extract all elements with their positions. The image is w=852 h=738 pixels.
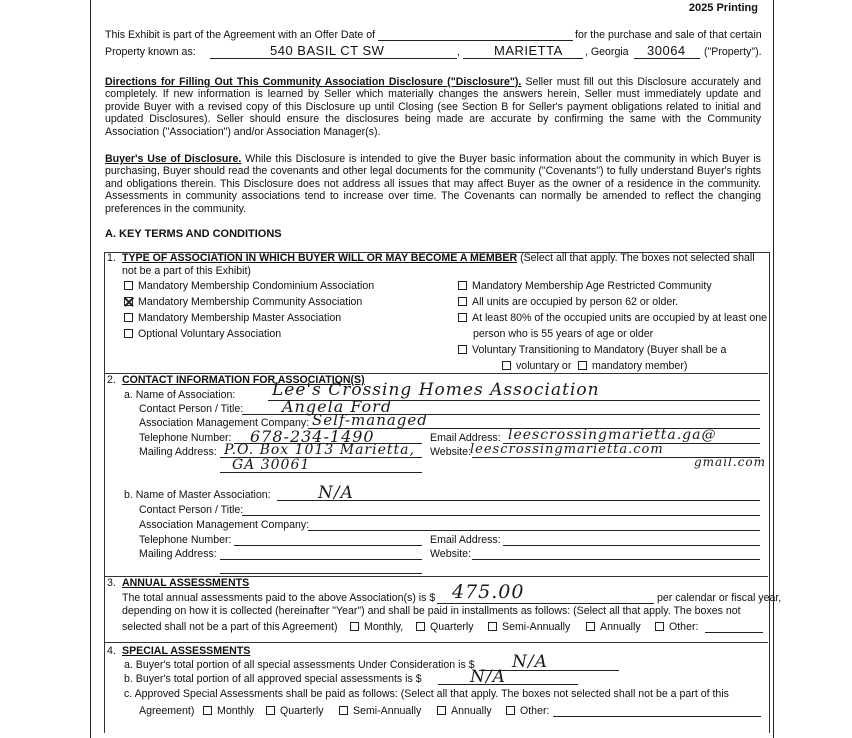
checkbox-special-other[interactable] bbox=[506, 706, 515, 715]
street-field-line bbox=[210, 58, 457, 59]
email-handwritten-cont: gmail.com bbox=[694, 455, 767, 469]
special-b-handwritten: N/A bbox=[470, 667, 506, 687]
website-handwritten: leescrossingmarietta.com bbox=[470, 442, 664, 457]
item1-note: not be a part of this Exhibit) bbox=[122, 265, 251, 277]
option-community-association[interactable]: Mandatory Membership Community Association bbox=[124, 296, 362, 309]
mailing-handwritten: P.O. Box 1013 Marietta, bbox=[224, 442, 415, 458]
mgmt-company-handwritten: Self-managed bbox=[312, 411, 428, 429]
intro-text-a: This Exhibit is part of the Agreement with an Offer Date of bbox=[105, 29, 376, 41]
option-age-restricted[interactable]: Mandatory Membership Age Restricted Community bbox=[458, 280, 712, 293]
item1-heading: TYPE OF ASSOCIATION IN WHICH BUYER WILL OR MAY BECOME A MEMBER (Select all that apply. The boxes not selected shall bbox=[122, 252, 755, 264]
special-under-consideration: a. Buyer's total portion of all special assessments Under Consideration is $ bbox=[124, 659, 475, 671]
buyers-use-paragraph: Buyer's Use of Disclosure. While this Disclosure is intended to give the Buyer basic information about the community in which Buyer is purchasing, Buyer should read the covenants and other legal documents for the community ("Covenants") to fully understand Buyer's rights and obligations therein. This Disclosure does not address all issues that may affect Buyer as the owner of a residence in the community. Assessments in community associations tend to increase over time. The Covenants can normally be amended to reflect the changing preferences in the community. bbox=[105, 153, 761, 215]
item3-text-d: selected shall not be a part of this Agreement) bbox=[122, 621, 338, 633]
item3-text-c: depending on how it is collected (hereinafter "Year") and shall be paid in installments as follows: (Select all that apply. The boxes not bbox=[122, 605, 741, 617]
option-transitioning[interactable]: Voluntary Transitioning to Mandatory (Buyer shall be a bbox=[458, 344, 726, 357]
special-option-quarterly[interactable]: Quarterly bbox=[266, 705, 324, 718]
city-field-line bbox=[463, 58, 583, 59]
master-mailing-field-2[interactable] bbox=[220, 573, 422, 574]
master-mailing-label: Mailing Address: bbox=[139, 548, 217, 560]
master-phone-field[interactable] bbox=[234, 545, 422, 546]
special-paid-as: c. Approved Special Assessments shall be paid as follows: (Select all that apply. The boxes not selected shall not be a part of this bbox=[124, 688, 729, 700]
master-mgmt-label: Association Management Company: bbox=[139, 519, 310, 531]
checkbox-community-checked[interactable] bbox=[124, 297, 133, 306]
item4-number: 4. bbox=[107, 645, 116, 657]
option-condo-association[interactable]: Mandatory Membership Condominium Association bbox=[124, 280, 374, 293]
checkbox-special-monthly[interactable] bbox=[203, 706, 212, 715]
checkbox-annual-annually[interactable] bbox=[586, 622, 595, 631]
annual-option-annually[interactable]: Annually bbox=[586, 621, 641, 634]
special-agreement-label: Agreement) bbox=[139, 705, 195, 717]
checkbox-80-percent[interactable] bbox=[458, 313, 467, 322]
phone-handwritten: 678-234-1490 bbox=[250, 427, 375, 446]
option-voluntary-member[interactable]: voluntary or bbox=[502, 360, 571, 373]
special-a-handwritten: N/A bbox=[512, 652, 548, 672]
state-label: , Georgia bbox=[585, 46, 629, 58]
section-a-title: A. KEY TERMS AND CONDITIONS bbox=[105, 228, 282, 240]
property-label: Property known as: bbox=[105, 46, 196, 58]
annual-other-field[interactable] bbox=[705, 632, 763, 633]
master-phone-label: Telephone Number: bbox=[139, 534, 232, 546]
city-value[interactable]: MARIETTA bbox=[494, 43, 563, 58]
offer-date-field[interactable] bbox=[378, 40, 573, 41]
phone-label: Telephone Number: bbox=[139, 432, 232, 444]
master-website-field[interactable] bbox=[472, 559, 760, 560]
annual-option-semi-annually[interactable]: Semi-Annually bbox=[488, 621, 570, 634]
checkbox-special-semi-annually[interactable] bbox=[339, 706, 348, 715]
checkbox-transitioning[interactable] bbox=[458, 345, 467, 354]
master-mgmt-field[interactable] bbox=[308, 530, 760, 531]
mailing-handwritten-2: GA 30061 bbox=[232, 457, 311, 473]
checkbox-voluntary-member[interactable] bbox=[502, 361, 511, 370]
master-email-field[interactable] bbox=[503, 545, 760, 546]
special-option-monthly[interactable]: Monthly bbox=[203, 705, 254, 718]
option-80-percent-cont: person who is 55 years of age or older bbox=[473, 328, 654, 340]
assoc-name-label: a. Name of Association: bbox=[124, 389, 236, 401]
street-value[interactable]: 540 BASIL CT SW bbox=[270, 43, 385, 58]
checkbox-62-or-older[interactable] bbox=[458, 297, 467, 306]
checkbox-annual-monthly[interactable] bbox=[350, 622, 359, 631]
item3-heading: ANNUAL ASSESSMENTS bbox=[122, 577, 250, 589]
annual-amount-field[interactable] bbox=[437, 603, 654, 604]
checkbox-condo[interactable] bbox=[124, 281, 133, 290]
checkbox-annual-quarterly[interactable] bbox=[416, 622, 425, 631]
checkbox-master[interactable] bbox=[124, 313, 133, 322]
contact-person-handwritten: Angela Ford bbox=[282, 397, 393, 416]
checkbox-annual-semi-annually[interactable] bbox=[488, 622, 497, 631]
master-mailing-field[interactable] bbox=[220, 559, 422, 560]
item3-text-b: per calendar or fiscal year, bbox=[657, 592, 782, 604]
property-suffix: ("Property"). bbox=[704, 46, 762, 58]
email-label: Email Address: bbox=[430, 432, 501, 444]
website-label: Website: bbox=[430, 446, 472, 458]
intro-text-b: for the purchase and sale of that certain bbox=[575, 29, 762, 41]
option-mandatory-member[interactable]: mandatory member) bbox=[578, 360, 687, 373]
document-page: 2025 Printing This Exhibit is part of the Agreement with an Offer Date of for the purchase and sale of that certain Property known as: 540 BASIL CT SW , MARIETTA , Georgia 30064 ("Property"). Directions for Filling Out This Community Association Disclosure ("Disclosure"). Seller must fill out this Disclosure accurately and completely. If new information is learned by Seller which materially changes the answers herein, Seller must immediately update and provide Buyer with a revised copy of this Disclosure up until Closing (see Section B for Seller's payment obligations related to initial and updated Disclosures). Seller should ensure the disclosures being made are accurate by confirming the same with the Community Association ("Association") and/or Association Manager(s). Buyer's Use of Disclosure. While this Disclosure is intended to give the Buyer basic information about the community in which Buyer is purchasing, Buyer should read the covenants and other legal documents for the community ("Covenants") to fully understand Buyer's rights and obligations therein. This Disclosure does not address all issues that may affect Buyer as the owner of a residence in the community. Assessments in community associations tend to increase over time. The Covenants can normally be amended to reflect the changing preferences in the community. A. KEY TERMS AND CONDITIONS 1. TYPE OF ASSOCIATION IN WHICH BUYER WILL OR MAY BECOME A MEMBER (Select all that apply. The boxes not selected shall not be a part of this Exhibit) Mandatory Membership Condominium Association Mandatory Membership Community Association Mandatory Membership Master Association Optional Voluntary Association Mandatory Membership Age Restricted Community All units are occupied by person 62 or older. At least 80% of the occupied units are occupied by at least one person who is 55 years of age or older Voluntary Transitioning to Mandatory (Buyer shall be a voluntary or mandatory member) 2. CONTACT INFORMATION FOR ASSOCIATION(S) a. Name of Association: Lee's Crossing Homes Association Contact Person / Title: Angela Ford Association Management Company: Self-managed Telephone Number: 678-234-1490 Email Address: leescrossingmarietta.ga@ Mailing Address: P.O. Box 1013 Marietta, Website: leescrossingmarietta.com GA 30061 gmail.com b. Name of Master Association: N/A Contact Person / Title: Association Management Company: Telephone Number: Email Address: Mailing Address: Website: 3. ANNUAL ASSESSMENTS The total annual assessments paid to the above Association(s) is $ 475.00 per calendar or fiscal year, depending on how it is collected (hereinafter "Year") and shall be paid in installments as follows: (Select all that apply. The boxes not selected shall not be a part of this Agreement) Monthly, Quarterly Semi-Annually Annually Other: 4. SPECIAL ASSESSMENTS a. Buyer's total portion of all special assessments Under Consideration is $ N/A b. Buyer's total portion of all approved special assessments is $ N/A c. Approved Special Assessments shall be paid as follows: (Select all that apply. The boxes not selected shall not be a part of this Agreement) Monthly Quarterly Semi-Annually Annually Other: bbox=[0, 0, 852, 720]
item3-number: 3. bbox=[107, 577, 116, 589]
option-62-or-older[interactable]: All units are occupied by person 62 or older. bbox=[458, 296, 678, 309]
mailing-label: Mailing Address: bbox=[139, 446, 217, 458]
item3-text-a: The total annual assessments paid to the above Association(s) is $ bbox=[122, 592, 436, 604]
master-contact-field[interactable] bbox=[242, 515, 760, 516]
checkbox-annual-other[interactable] bbox=[655, 622, 664, 631]
special-approved-field[interactable] bbox=[438, 684, 578, 685]
special-other-field[interactable] bbox=[553, 716, 761, 717]
master-email-label: Email Address: bbox=[430, 534, 501, 546]
item4-heading: SPECIAL ASSESSMENTS bbox=[122, 645, 251, 657]
zip-value[interactable]: 30064 bbox=[647, 43, 686, 58]
contact-person-label: Contact Person / Title: bbox=[139, 403, 244, 415]
email-handwritten: leescrossingmarietta.ga@ bbox=[508, 427, 717, 443]
annual-option-quarterly[interactable]: Quarterly bbox=[416, 621, 474, 634]
printing-year: 2025 Printing bbox=[688, 2, 758, 14]
checkbox-voluntary[interactable] bbox=[124, 329, 133, 338]
checkbox-mandatory-member[interactable] bbox=[578, 361, 587, 370]
master-assoc-label: b. Name of Master Association: bbox=[124, 489, 271, 501]
assoc-name-handwritten: Lee's Crossing Homes Association bbox=[272, 380, 600, 400]
special-approved: b. Buyer's total portion of all approved special assessments is $ bbox=[124, 673, 422, 685]
master-website-label: Website: bbox=[430, 548, 472, 560]
checkbox-special-quarterly[interactable] bbox=[266, 706, 275, 715]
special-option-annually[interactable]: Annually bbox=[437, 705, 492, 718]
option-80-percent[interactable]: At least 80% of the occupied units are occupied by at least one bbox=[458, 312, 767, 325]
master-contact-label: Contact Person / Title: bbox=[139, 504, 244, 516]
special-option-other[interactable]: Other: bbox=[506, 705, 549, 718]
checkbox-special-annually[interactable] bbox=[437, 706, 446, 715]
item2-heading: CONTACT INFORMATION FOR ASSOCIATION(S) bbox=[122, 374, 365, 386]
annual-option-other[interactable]: Other: bbox=[655, 621, 698, 634]
mgmt-company-label: Association Management Company: bbox=[139, 417, 310, 429]
checkbox-age-restricted[interactable] bbox=[458, 281, 467, 290]
option-voluntary-association[interactable]: Optional Voluntary Association bbox=[124, 328, 281, 341]
item1-number: 1. bbox=[107, 252, 116, 264]
annual-option-monthly[interactable]: Monthly, bbox=[350, 621, 403, 634]
zip-field-line bbox=[634, 58, 700, 59]
annual-amount-handwritten: 475.00 bbox=[452, 581, 525, 603]
item2-number: 2. bbox=[107, 374, 116, 386]
special-option-semi-annually[interactable]: Semi-Annually bbox=[339, 705, 421, 718]
option-master-association[interactable]: Mandatory Membership Master Association bbox=[124, 312, 341, 325]
master-assoc-handwritten: N/A bbox=[318, 483, 354, 503]
directions-paragraph: Directions for Filling Out This Community Association Disclosure ("Disclosure"). Seller must fill out this Disclosure accurately and completely. If new information is learned by Seller which materially changes the answers herein, Seller must immediately update and provide Buyer with a revised copy of this Disclosure up until Closing (see Section B for Seller's payment obligations related to initial and updated Disclosures). Seller should ensure the disclosures being made are accurate by confirming the same with the Community Association ("Association") and/or Association Manager(s). bbox=[105, 76, 761, 138]
